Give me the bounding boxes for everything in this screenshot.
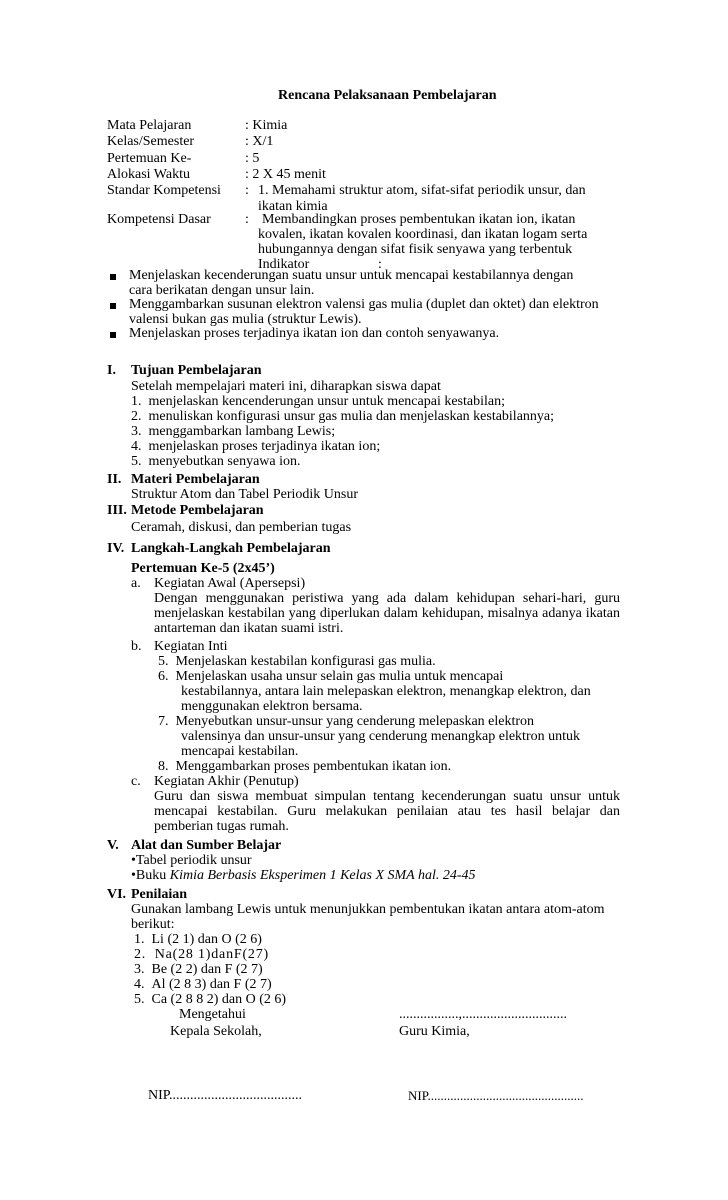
alat-item: •Buku Kimia Berbasis Eksperimen 1 Kelas X SMA hal. 24-45 — [131, 868, 476, 883]
step-text: pemberian tugas rumah. — [154, 819, 289, 834]
step-label: b. — [131, 639, 142, 654]
info-kd-colon: : — [245, 212, 249, 227]
section-heading: Penilaian — [131, 887, 188, 902]
list-item-cont: kestabilannya, antara lain melepaskan elektron, menangkap elektron, dan — [181, 684, 591, 699]
info-sk-line2: ikatan kimia — [258, 199, 328, 214]
indikator-1-line1: Menjelaskan kecenderungan suatu unsur untuk mencapai kestabilannya dengan — [129, 268, 574, 283]
step-label: a. — [131, 576, 141, 591]
indikator-1-line2: cara berikatan dengan unsur lain. — [129, 283, 315, 298]
list-item: 1. menjelaskan kencenderungan unsur untuk mencapai kestabilan; — [131, 394, 505, 409]
section-number: IV. — [107, 541, 125, 556]
materi-text: Struktur Atom dan Tabel Periodik Unsur — [131, 487, 359, 502]
nip-left: NIP...................................... — [148, 1088, 303, 1103]
mengetahui-label: Mengetahui — [179, 1007, 246, 1022]
step-text: mencapai kestabilan. Guru melakukan penilaian atau tes hasil belajar dan — [154, 804, 620, 819]
list-item: 7. Menyebutkan unsur-unsur yang cenderung melepaskan elektron — [158, 714, 535, 729]
info-kelas-value: : X/1 — [245, 134, 274, 149]
step-text: menjelaskan kestabilan yang diperlukan dalam kehidupan, misalnya adanya ikatan — [154, 606, 620, 621]
penilaian-intro: Gunakan lambang Lewis untuk menunjukkan pembentukan ikatan antara atom-atom — [131, 902, 605, 917]
indikator-2-line1: Menggambarkan susunan elektron valensi gas mulia (duplet dan oktet) dan elektron — [129, 297, 599, 312]
info-kelas-label: Kelas/Semester — [107, 134, 195, 149]
section-number: II. — [107, 472, 122, 487]
list-item-cont: menggunakan elektron bersama. — [181, 699, 363, 714]
square-bullet-icon — [110, 303, 116, 309]
list-item: 3. Be (2 2) dan F (2 7) — [134, 962, 263, 977]
section-heading: Tujuan Pembelajaran — [131, 363, 262, 378]
list-item-cont: mencapai kestabilan. — [181, 744, 299, 759]
step-title: Kegiatan Inti — [154, 639, 228, 654]
info-kd-line2: kovalen, ikatan kovalen koordinasi, dan ikatan logam serta — [258, 227, 588, 242]
square-bullet-icon — [110, 274, 116, 280]
section-heading: Alat dan Sumber Belajar — [131, 838, 282, 853]
step-text: Guru dan siswa membuat simpulan tentang kecenderungan suatu unsur untuk — [154, 789, 620, 804]
indikator-2-line2: valensi bukan gas mulia (struktur Lewis). — [129, 312, 362, 327]
list-item: 8. Menggambarkan proses pembentukan ikatan ion. — [158, 759, 452, 774]
kepala-sekolah-label: Kepala Sekolah, — [170, 1024, 262, 1039]
info-alokasi-label: Alokasi Waktu — [107, 167, 190, 182]
penilaian-intro: berikut: — [131, 917, 175, 932]
guru-kimia-label: Guru Kimia, — [399, 1024, 470, 1039]
tujuan-intro: Setelah mempelajari materi ini, diharapkan siswa dapat — [131, 379, 441, 394]
info-indikator-colon: : — [378, 257, 382, 272]
page-title: Rencana Pelaksanaan Pembelajaran — [278, 88, 497, 103]
indikator-3-line1: Menjelaskan proses terjadinya ikatan ion dan contoh senyawanya. — [129, 326, 500, 341]
info-mapel-label: Mata Pelajaran — [107, 118, 192, 133]
list-item: 5. Menjelaskan kestabilan konfigurasi gas mulia. — [158, 654, 436, 669]
list-item: 5. Ca (2 8 8 2) dan O (2 6) — [134, 992, 287, 1007]
date-placeholder: .................,.............................. — [399, 1007, 567, 1022]
info-kd-line1: Membandingkan proses pembentukan ikatan ion, ikatan — [262, 212, 576, 227]
list-item: 4. menjelaskan proses terjadinya ikatan ion; — [131, 439, 381, 454]
section-heading: Langkah-Langkah Pembelajaran — [131, 541, 331, 556]
section-number: I. — [107, 363, 116, 378]
step-title: Kegiatan Akhir (Penutup) — [154, 774, 299, 789]
list-item: 4. Al (2 8 3) dan F (2 7) — [134, 977, 272, 992]
list-item: 3. menggambarkan lambang Lewis; — [131, 424, 336, 439]
section-number: III. — [107, 503, 127, 518]
info-sk-label: Standar Kompetensi — [107, 183, 221, 198]
alat-item: •Tabel periodik unsur — [131, 853, 252, 868]
square-bullet-icon — [110, 332, 116, 338]
info-sk-line1: 1. Memahami struktur atom, sifat-sifat periodik unsur, dan — [258, 183, 586, 198]
step-text: Dengan menggunakan peristiwa yang ada dalam kehidupan sehari-hari, guru — [154, 591, 620, 606]
list-item-cont: valensinya dan unsur-unsur yang cenderung menangkap elektron untuk — [181, 729, 580, 744]
list-item: 2. Na(28 1)danF(27) — [134, 947, 269, 962]
list-item: 1. Li (2 1) dan O (2 6) — [134, 932, 262, 947]
section-number: VI. — [107, 887, 127, 902]
nip-right: NIP................................................ — [408, 1088, 584, 1103]
info-indikator-label: Indikator — [258, 257, 310, 272]
step-text: antarteman dan ikatan suami istri. — [154, 621, 344, 636]
step-label: c. — [131, 774, 141, 789]
list-item: 2. menuliskan konfigurasi unsur gas mulia dan menjelaskan kestabilannya; — [131, 409, 555, 424]
info-kd-label: Kompetensi Dasar — [107, 212, 211, 227]
section-heading: Materi Pembelajaran — [131, 472, 260, 487]
list-item: 6. Menjelaskan usaha unsur selain gas mulia untuk mencapai — [158, 669, 504, 684]
info-mapel-value: : Kimia — [245, 118, 288, 133]
info-kd-line3: hubungannya dengan sifat fisik senyawa yang terbentuk — [258, 242, 573, 257]
metode-text: Ceramah, diskusi, dan pemberian tugas — [131, 520, 352, 535]
section-heading: Metode Pembelajaran — [131, 503, 264, 518]
info-sk-colon: : — [245, 183, 249, 198]
pertemuan-subheading: Pertemuan Ke-5 (2x45’) — [131, 561, 275, 576]
info-pertemuan-label: Pertemuan Ke- — [107, 151, 192, 166]
list-item: 5. menyebutkan senyawa ion. — [131, 454, 301, 469]
step-title: Kegiatan Awal (Apersepsi) — [154, 576, 306, 591]
info-pertemuan-value: : 5 — [245, 151, 260, 166]
section-number: V. — [107, 838, 119, 853]
info-alokasi-value: : 2 X 45 menit — [245, 167, 326, 182]
